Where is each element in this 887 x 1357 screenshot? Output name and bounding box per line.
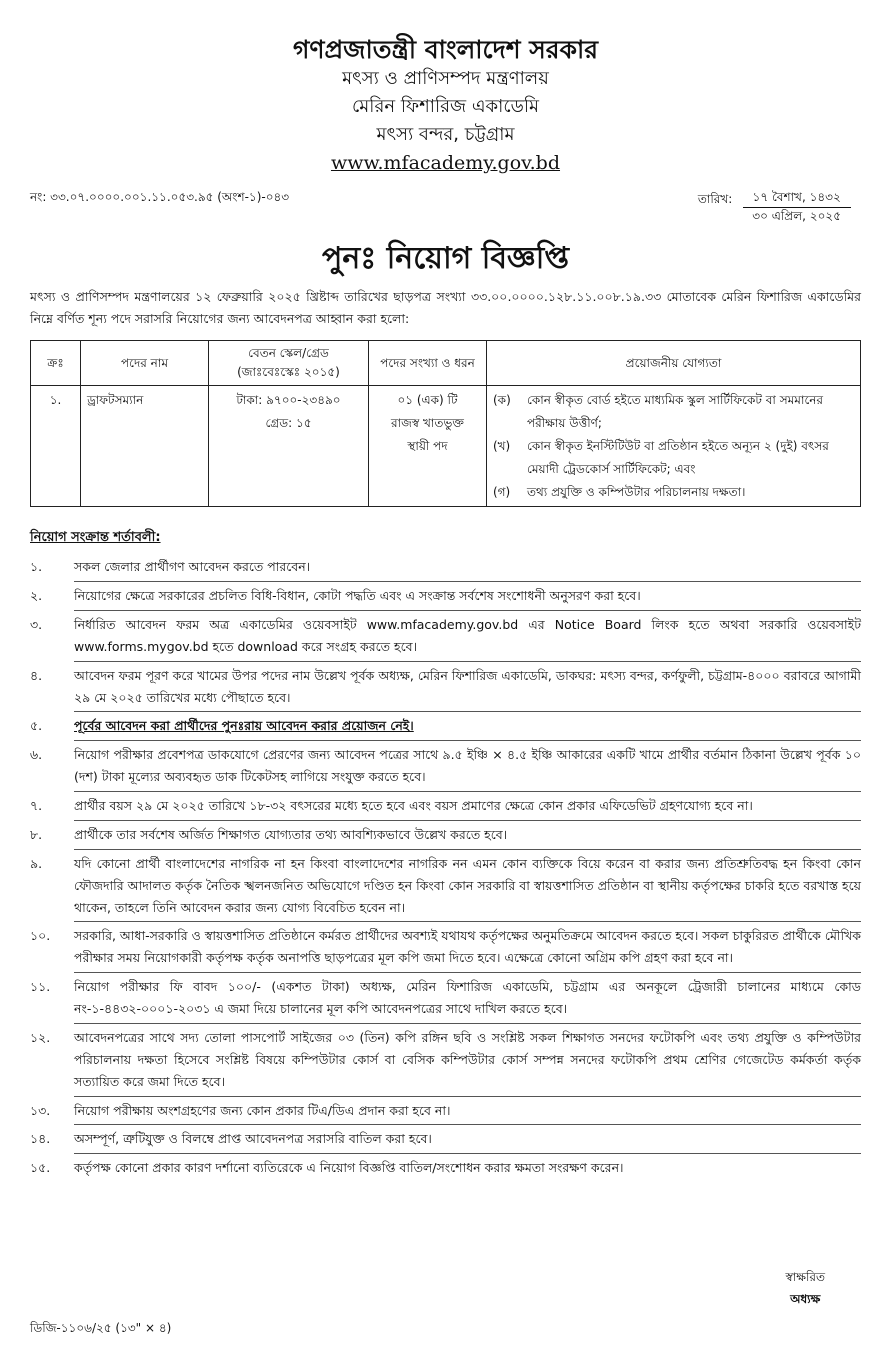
website-link[interactable]: www.mfacademy.gov.bd xyxy=(330,151,561,174)
header-scale: বেতন স্কেল/গ্রেড (জাঃবেঃস্কেঃ ২০১৫) xyxy=(209,340,369,385)
condition-text: সরকারি, আধা-সরকারি ও স্বায়ত্তশাসিত প্রতিষ্ঠানে কর্মরত প্রার্থীদের অবশ্যই যথাযথ কর্তৃপক্ষের অনুমতিক্রমে আবেদন করতে হবে। সকল চাকুরিরত প্রার্থীকে মৌখিক পরীক্ষার সময় নিয়োগকারী কর্তৃপক্ষ কর্তৃক অনাপত্তি ছাড়পত্রের মূল কপি জমা দিতে হবে। এক্ষেত্রে কোনো অগ্রিম কপি গ্রহণ করা হবে না। xyxy=(74,928,861,966)
condition-number: ৮. xyxy=(30,826,43,842)
condition-text: আবেদন ফরম পূরণ করে খামের উপর পদের নাম উল্লেখ পূর্বক অধ্যক্ষ, মেরিন ফিশারিজ একাডেমি, ডাকঘর: মৎস্য বন্দর, কর্ণফুলী, চট্টগ্রাম-৪০০০ বরাবরে আগামী ২৯ মে ২০২৫ তারিখের মধ্যে পৌছাতে হবে। xyxy=(74,667,861,705)
condition-item xyxy=(30,795,861,817)
condition-divider xyxy=(74,1153,861,1154)
qualification-item: (খ) কোন স্বীকৃত ইনস্টিটিউট বা প্রতিষ্ঠান হইতে অন্যূন ২ (দুই) বৎসর মেয়াদী ট্রেডকোর্স সার্টিফিকেট; এবং xyxy=(493,438,829,476)
condition-number: ১৪. xyxy=(30,1131,51,1147)
condition-text: নিয়োগ পরীক্ষার প্রবেশপত্র ডাকযোগে প্রেরণের জন্য আবেদন পত্রের সাথে ৯.৫ ইঞ্চি × ৪.৫ ইঞ্চি আকারের একটি খামে প্রার্থীর বর্তমান ঠিকানা উল্লেখ পূর্বক ১০ (দশ) টাকা মূল্যের অব্যবহৃত ডাক টিকেটসহ লাগিয়ে সংযুক্ত করতে হবে। xyxy=(74,747,861,785)
condition-number: ৫. xyxy=(30,718,43,734)
condition-number: ৩. xyxy=(30,616,43,632)
signature-block xyxy=(785,1267,825,1310)
qualification-item: (গ) তথ্য প্রযুক্তি ও কম্পিউটার পরিচালনায় দক্ষতা। xyxy=(493,484,746,499)
condition-divider xyxy=(74,610,861,611)
condition-number: ৯. xyxy=(30,855,43,871)
condition-item xyxy=(30,1128,861,1150)
condition-number: ৬. xyxy=(30,747,43,763)
condition-item xyxy=(30,1157,861,1179)
date-english: ৩০ এপ্রিল, ২০২৫ xyxy=(752,208,841,223)
condition-item xyxy=(30,614,861,658)
condition-number: ১৩. xyxy=(30,1102,51,1118)
header-serial: ক্রঃ xyxy=(31,340,81,385)
condition-number: ৪. xyxy=(30,667,43,683)
row-post: ড্রাফটসম্যান xyxy=(81,386,209,507)
condition-divider xyxy=(74,849,861,850)
condition-text: আবেদনপত্রের সাথে সদ্য তোলা পাসপোর্ট সাইজের ০৩ (তিন) কপি রঙ্গিন ছবি ও সংশ্লিষ্ট সকল শিক্ষাগত সনদের ফটোকপি এবং তথ্য প্রযুক্তি ও কম্পিউটার পরিচালনায় দক্ষতা হিসেবে সংশ্লিষ্ট বিষয়ে কম্পিউটার কোর্স বা বেসিক কম্পিউটার কোর্স সম্পন্ন সনদের ফটোকপি প্রথম শ্রেণির গেজেটেড কর্মকর্তা কর্তৃক সত্যায়িত করে জমা দিতে হবে। xyxy=(74,1029,861,1089)
row-type-permanent: স্থায়ী পদ xyxy=(407,438,448,453)
table-header-row xyxy=(31,340,861,385)
qualification-item: (ক) কোন স্বীকৃত বোর্ড হইতে মাধ্যমিক স্কুল সার্টিফিকেট বা সমমানের পরীক্ষায় উত্তীর্ণ; xyxy=(493,393,824,431)
condition-text: নিয়োগ পরীক্ষার ফি বাবদ ১০০/- (একশত টাকা) অধ্যক্ষ, মেরিন ফিশারিজ একাডেমি, চট্টগ্রাম এর অনকূলে ট্রেজারী চালানের মাধ্যমে কোড নং-১-৪৪৩২-০০০১-২০৩১ এ জমা দিয়ে চালানের মূল কপি আবেদনপত্রের সাথে দাখিল করতে হবে। xyxy=(74,979,861,1017)
footer xyxy=(30,1267,861,1337)
condition-divider xyxy=(74,972,861,973)
memo-date xyxy=(698,189,851,225)
ministry-name: মৎস্য ও প্রাণিসম্পদ মন্ত্রণালয় xyxy=(342,68,549,90)
conditions-title: নিয়োগ সংক্রান্ত শর্তাবলী: xyxy=(30,530,161,546)
condition-item xyxy=(30,665,861,709)
table-row xyxy=(31,386,861,507)
condition-text: নিয়োগের ক্ষেত্রে সরকারের প্রচলিত বিধি-বিধান, কোটা পদ্ধতি এবং এ সংক্রান্ত সর্বশেষ সংশোধনী অনুসরণ করা হবে। xyxy=(74,588,641,604)
condition-divider xyxy=(74,1096,861,1097)
condition-text: যদি কোনো প্রার্থী বাংলাদেশের নাগরিক না হন কিংবা বাংলাদেশের নাগরিক নন এমন কোন ব্যক্তিকে বিয়ে করেন বা করার জন্য প্রতিশ্রুতিবদ্ধ হন কিংবা কোন ফৌজদারি আদালত কর্তৃক নৈতিক স্খলনজনিত অভিযোগে দণ্ডিত হন কিংবা কোন সরকারি বা স্বায়ত্তশাসিত প্রতিষ্ঠান বা স্থানীয় কর্তৃপক্ষের চাকরি হতে বরখাস্ত হয়ে থাকেন, তাহলে তিনি আবেদন করার জন্য যোগ্য বিবেচিত হবেন না। xyxy=(74,855,861,915)
condition-text: পূর্বের আবেদন করা প্রার্থীদের পুনঃরায় আবেদন করার প্রয়োজন নেই। xyxy=(74,718,414,734)
date-label: তারিখ: xyxy=(697,192,733,207)
condition-number: ২. xyxy=(30,588,43,604)
header-qualification: প্রয়োজনীয় যোগ্যতা xyxy=(487,340,861,385)
academy-address: মৎস্য বন্দর, চট্টগ্রাম xyxy=(376,124,515,146)
row-scale-cell xyxy=(209,386,369,507)
post-table xyxy=(30,340,861,507)
condition-divider xyxy=(74,1124,861,1125)
condition-divider xyxy=(74,1023,861,1024)
memo-number: নং: ৩৩.০৭.০০০০.০০১.১১.০৫৩.৯৫ (অংশ-১)-০৪৩ xyxy=(30,190,290,205)
condition-divider xyxy=(74,921,861,922)
condition-item xyxy=(30,1027,861,1093)
row-count: ০১ (এক) টি xyxy=(397,393,458,408)
condition-text: কর্তৃপক্ষ কোনো প্রকার কারণ দর্শানো ব্যতিরেকে এ নিয়োগ বিজ্ঞপ্তি বাতিল/সংশোধন করার ক্ষমতা সংরক্ষণ করেন। xyxy=(74,1160,624,1176)
row-count-cell xyxy=(369,386,487,507)
condition-item xyxy=(30,853,861,919)
condition-divider xyxy=(74,661,861,662)
condition-number: ১২. xyxy=(30,1029,51,1045)
condition-item xyxy=(30,715,861,737)
row-type-revenue: রাজস্ব খাতভুক্ত xyxy=(391,416,464,431)
row-scale: টাকা: ৯৭০০-২৩৪৯০ xyxy=(236,393,341,408)
condition-item xyxy=(30,744,861,788)
condition-text: সকল জেলার প্রার্থীগণ আবেদন করতে পারবেন। xyxy=(74,559,311,575)
condition-number: ১১. xyxy=(30,979,51,995)
dg-code: ডিজি-১১০৬/২৫ (১৩" × ৪) xyxy=(30,1320,172,1335)
conditions-list xyxy=(30,556,861,1179)
header-post: পদের নাম xyxy=(81,340,209,385)
signatory-designation: অধ্যক্ষ xyxy=(790,1291,821,1306)
academy-name: মেরিন ফিশারিজ একাডেমি xyxy=(352,96,539,118)
condition-item xyxy=(30,976,861,1020)
header-count: পদের সংখ্যা ও ধরন xyxy=(369,340,487,385)
condition-number: ১. xyxy=(30,559,43,575)
condition-divider xyxy=(74,581,861,582)
notice-title: পুনঃ নিয়োগ বিজ্ঞপ্তি xyxy=(322,241,569,277)
condition-divider xyxy=(74,711,861,712)
government-name: গণপ্রজাতন্ত্রী বাংলাদেশ সরকার xyxy=(293,35,598,64)
row-grade: গ্রেড: ১৫ xyxy=(265,416,312,431)
condition-divider xyxy=(74,791,861,792)
condition-text: নির্ধারিত আবেদন ফরম অত্র একাডেমির ওয়েবসাইট www.mfacademy.gov.bd এর Notice Board লিংক হতে অথবা সরকারি ওয়েবসাইট www.forms.mygov.bd হতে download করে সংগ্রহ করতে হবে। xyxy=(74,616,861,654)
condition-item xyxy=(30,556,861,578)
row-qualifications xyxy=(487,386,861,507)
memo-row xyxy=(30,189,861,225)
intro-paragraph: মৎস্য ও প্রাণিসম্পদ মন্ত্রণালয়ের ১২ ফেব্রুয়ারি ২০২৫ খ্রিষ্টাব্দ তারিখের ছাড়পত্র সংখ্যা ৩৩.০০.০০০০.১২৮.১১.০০৮.১৯.৩৩ মোতাবেক মেরিন ফিশারিজ একাডেমির নিম্নে বর্ণিত শূন্য পদে সরাসরি নিয়োগের জন্য আবেদনপত্র আহ্বান করা হলো: xyxy=(30,289,861,327)
condition-text: অসম্পূর্ণ, ত্রুটিযুক্ত ও বিলম্বে প্রাপ্ত আবেদনপত্র সরাসরি বাতিল করা হবে। xyxy=(74,1131,432,1147)
condition-number: ১৫. xyxy=(30,1160,51,1176)
condition-item xyxy=(30,1100,861,1122)
letterhead xyxy=(30,0,861,177)
row-serial: ১. xyxy=(31,386,81,507)
condition-number: ১০. xyxy=(30,928,51,944)
condition-number: ৭. xyxy=(30,798,43,814)
condition-divider xyxy=(74,820,861,821)
condition-divider xyxy=(74,740,861,741)
condition-item xyxy=(30,585,861,607)
signed-label: স্বাক্ষরিত xyxy=(785,1270,825,1284)
condition-text: প্রার্থীকে তার সর্বশেষ অর্জিত শিক্ষাগত যোগ্যতার তথ্য আবশ্যিকভাবে উল্লেখ করতে হবে। xyxy=(74,826,508,842)
condition-item xyxy=(30,824,861,846)
condition-text: নিয়োগ পরীক্ষায় অংশগ্রহণের জন্য কোন প্রকার টিএ/ডিএ প্রদান করা হবে না। xyxy=(74,1102,451,1118)
condition-item xyxy=(30,925,861,969)
date-bangla: ১৭ বৈশাখ, ১৪৩২ xyxy=(743,189,851,207)
condition-text: প্রার্থীর বয়স ২৯ মে ২০২৫ তারিখে ১৮-৩২ বৎসরের মধ্যে হতে হবে এবং বয়স প্রমাণের ক্ষেত্রে কোন প্রকার এফিডেভিট গ্রহণযোগ্য হবে না। xyxy=(74,798,753,814)
